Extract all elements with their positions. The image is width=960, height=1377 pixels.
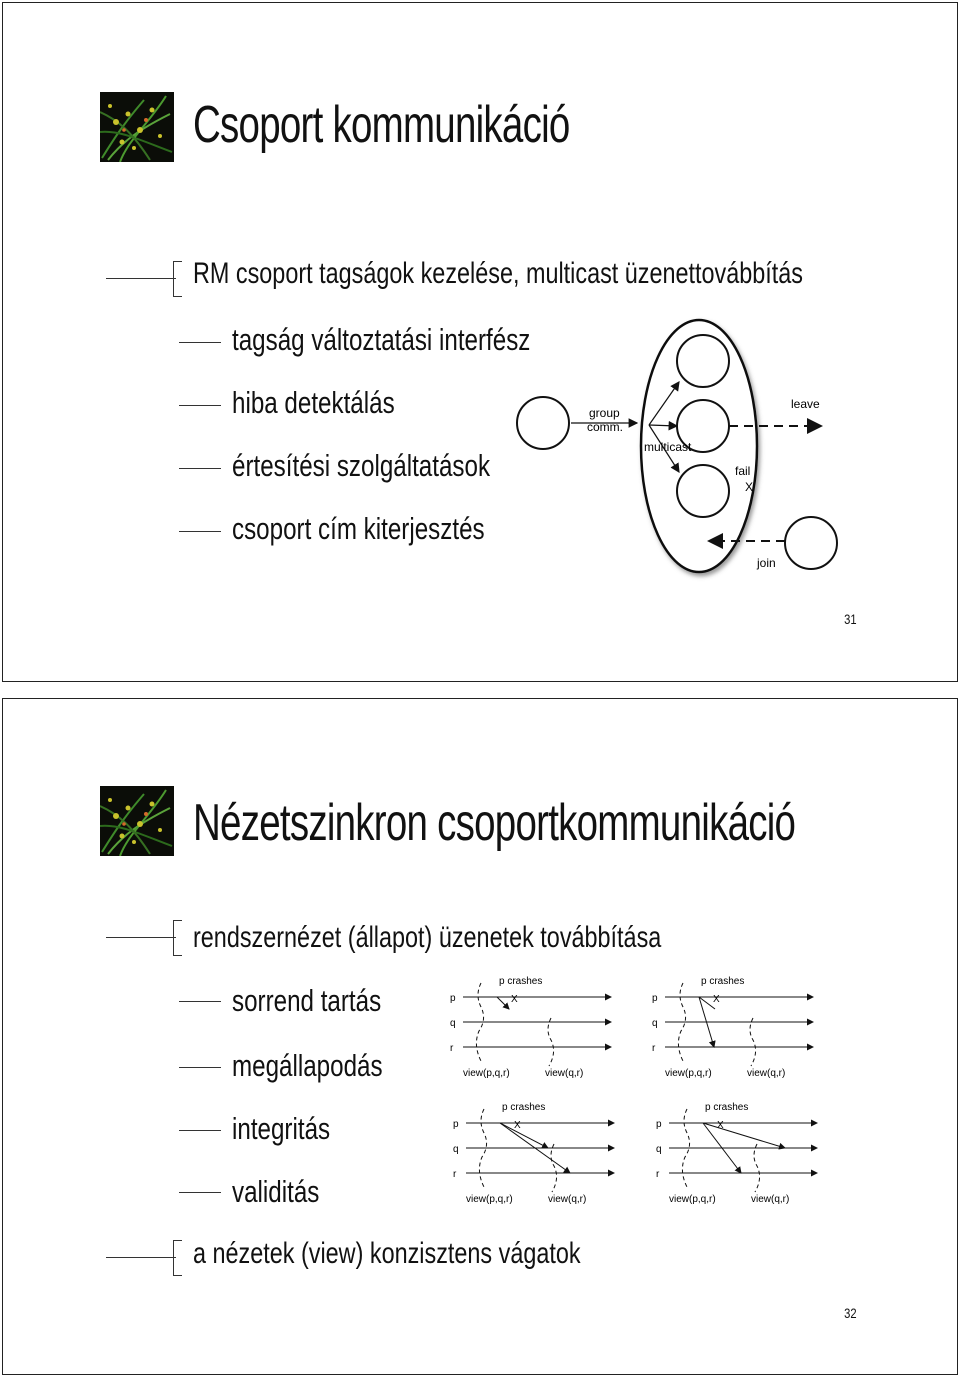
slide-31 [2,2,958,682]
process-label-r: r [450,1043,454,1054]
sub-item: értesítési szolgáltatások [232,448,491,483]
crash-label: p crashes [705,1102,749,1113]
crash-label: p crashes [499,976,543,987]
group-comm-label: group [589,406,620,420]
slide-title: Nézetszinkron csoportkommunikáció [193,794,796,852]
sub-item: megállapodás [232,1048,383,1083]
view-label-qr: view(q,r) [545,1068,584,1079]
process-label-p: p [450,993,456,1004]
process-label-q: q [652,1018,658,1029]
slide-title: Csoport kommunikáció [193,96,570,154]
sub-item: sorrend tartás [232,983,382,1018]
sub-item: tagság változtatási interfész [232,322,531,357]
page-number: 32 [844,1305,857,1321]
crash-mark: X [511,994,518,1005]
view-synchrony-timelines [3,699,958,1375]
member-node [677,335,729,387]
process-label-q: q [453,1144,459,1155]
process-label-p: p [652,993,658,1004]
view-label-pqr: view(p,q,r) [466,1194,513,1205]
view-cut-2 [754,1144,760,1192]
view-label-qr: view(q,r) [751,1194,790,1205]
message-arrow [497,997,509,1009]
crash-mark: X [717,1120,724,1131]
view-label-qr: view(q,r) [747,1068,786,1079]
view-label-pqr: view(p,q,r) [463,1068,510,1079]
process-label-q: q [656,1144,662,1155]
crash-mark: X [713,994,720,1005]
view-label-pqr: view(p,q,r) [665,1068,712,1079]
sub-item: integritás [232,1111,331,1146]
main-bullet: a nézetek (view) konzisztens vágatok [193,1237,581,1270]
message-arrow [500,1123,548,1148]
message-arrow [703,1123,785,1148]
sub-item: csoport cím kiterjesztés [232,511,485,546]
member-node [677,465,729,517]
group-comm-label: comm. [587,420,623,434]
view-cut-2 [548,1018,554,1066]
process-label-r: r [656,1169,660,1180]
page-number: 31 [844,611,857,627]
group-membership-diagram [3,3,958,682]
crash-label: p crashes [502,1102,546,1113]
process-label-r: r [652,1043,656,1054]
multicast-label: multicast [644,440,692,454]
fail-label: fail [735,464,751,478]
crash-mark: X [514,1120,521,1131]
fail-mark: X [745,480,754,494]
leave-label: leave [791,397,820,411]
view-cut-2 [750,1018,756,1066]
sub-item: hiba detektálás [232,385,395,420]
sender-node [517,397,569,449]
join-label: join [757,556,776,570]
joining-node [785,517,837,569]
view-cut-2 [551,1144,557,1192]
main-bullet: rendszernézet (állapot) üzenetek továbbítása [193,921,662,954]
sub-item: validitás [232,1174,320,1209]
slide-32 [2,698,958,1375]
process-label-p: p [656,1119,662,1130]
process-label-r: r [453,1169,457,1180]
process-label-p: p [453,1119,459,1130]
view-label-qr: view(q,r) [548,1194,587,1205]
crash-label: p crashes [701,976,745,987]
view-label-pqr: view(p,q,r) [669,1194,716,1205]
main-bullet: RM csoport tagságok kezelése, multicast üzenettovábbítás [193,257,804,290]
process-label-q: q [450,1018,456,1029]
